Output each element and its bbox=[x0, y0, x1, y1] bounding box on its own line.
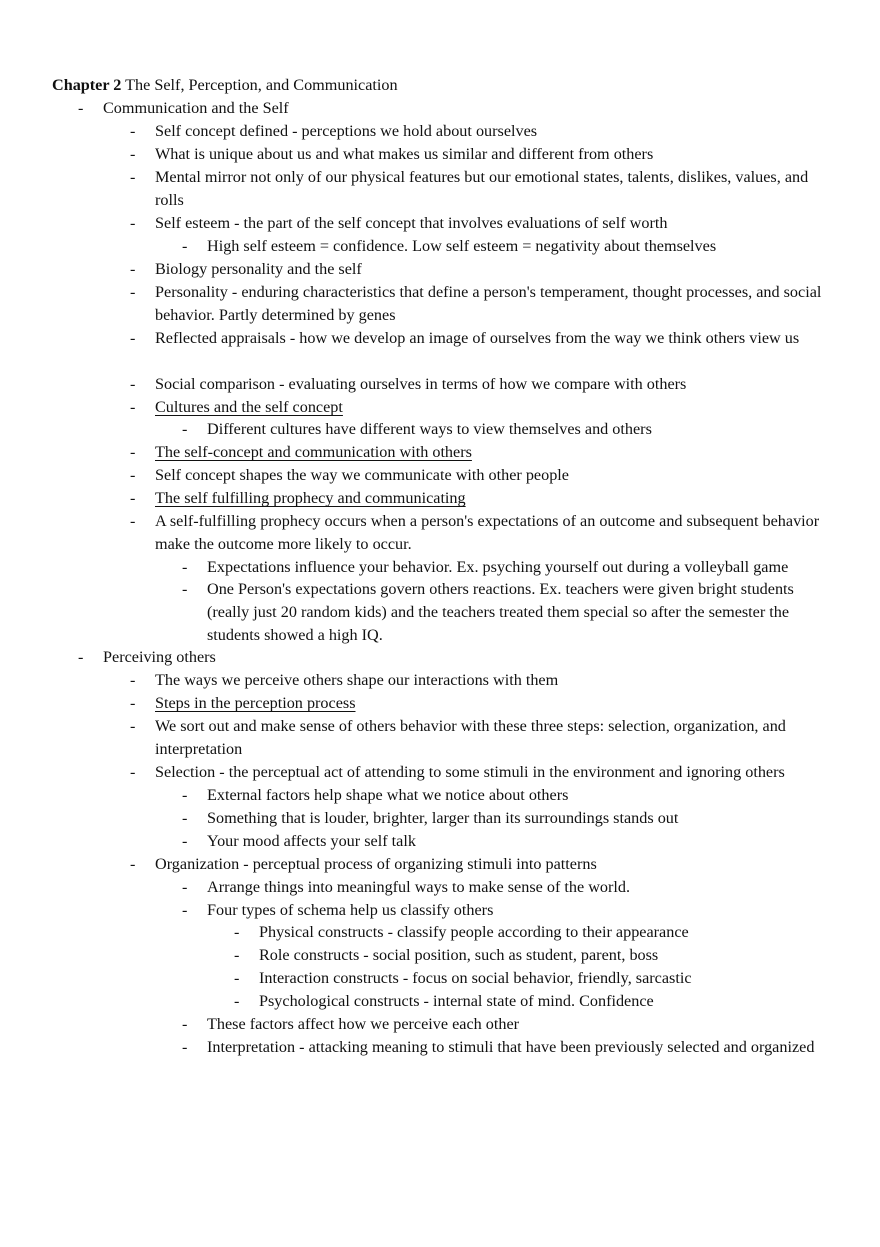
bullet-dash: - bbox=[130, 122, 136, 140]
bullet-dash: - bbox=[182, 786, 188, 804]
bullet-dash: - bbox=[182, 901, 188, 919]
chapter-label: Chapter 2 bbox=[52, 76, 122, 94]
list-item bbox=[182, 807, 832, 830]
list-item bbox=[130, 396, 830, 419]
list-item-text: The ways we perceive others shape our interactions with them bbox=[155, 671, 559, 689]
list-item-text: Different cultures have different ways to view themselves and others bbox=[207, 420, 652, 438]
list-item bbox=[182, 578, 832, 647]
bullet-dash: - bbox=[182, 1015, 188, 1033]
list-item-text: Self concept defined - perceptions we hold about ourselves bbox=[155, 122, 538, 140]
list-item-text: A self-fulfilling prophecy occurs when a person's expectations of an outcome and subsequent behavior make the outcome more likely to occur. bbox=[155, 512, 820, 553]
list-item-text: Organization - perceptual process of organizing stimuli into patterns bbox=[155, 855, 597, 873]
list-item bbox=[182, 876, 832, 899]
list-item bbox=[78, 646, 830, 669]
bullet-dash: - bbox=[130, 489, 136, 507]
list-item bbox=[182, 1013, 832, 1036]
bullet-dash: - bbox=[130, 855, 136, 873]
list-item bbox=[182, 899, 832, 922]
bullet-dash: - bbox=[234, 946, 240, 964]
bullet-dash: - bbox=[234, 969, 240, 987]
list-item bbox=[78, 97, 830, 120]
list-item bbox=[234, 990, 830, 1013]
list-item-text: Personality - enduring characteristics that define a person's temperament, thought processes, and social behavior. Partly determined by genes bbox=[155, 283, 822, 324]
list-item-text: Psychological constructs - internal state of mind. Confidence bbox=[259, 992, 654, 1010]
bullet-dash: - bbox=[234, 992, 240, 1010]
list-item bbox=[234, 967, 830, 990]
bullet-dash: - bbox=[182, 1038, 188, 1056]
section-heading: Steps in the perception process bbox=[155, 694, 356, 712]
list-item-text: Biology personality and the self bbox=[155, 260, 362, 278]
list-item-text: Physical constructs - classify people according to their appearance bbox=[259, 923, 689, 941]
list-item-text: Something that is louder, brighter, larger than its surroundings stands out bbox=[207, 809, 679, 827]
list-item bbox=[130, 143, 830, 166]
page-title bbox=[52, 74, 398, 97]
list-item-text: What is unique about us and what makes us similar and different from others bbox=[155, 145, 654, 163]
bullet-dash: - bbox=[78, 99, 84, 117]
section-heading: The self-concept and communication with others bbox=[155, 443, 472, 461]
list-item bbox=[182, 1036, 832, 1059]
bullet-dash: - bbox=[130, 717, 136, 735]
chapter-title: The Self, Perception, and Communication bbox=[121, 76, 398, 94]
bullet-dash: - bbox=[182, 809, 188, 827]
bullet-dash: - bbox=[182, 878, 188, 896]
bullet-dash: - bbox=[182, 580, 188, 598]
bullet-dash: - bbox=[182, 420, 188, 438]
list-item-text: Interpretation - attacking meaning to stimuli that have been previously selected and organized bbox=[207, 1038, 815, 1056]
bullet-dash: - bbox=[130, 375, 136, 393]
list-item bbox=[130, 761, 830, 784]
bullet-dash: - bbox=[130, 763, 136, 781]
list-item-text: Arrange things into meaningful ways to make sense of the world. bbox=[207, 878, 631, 896]
bullet-dash: - bbox=[182, 832, 188, 850]
list-item-text: Role constructs - social position, such as student, parent, boss bbox=[259, 946, 659, 964]
list-item-text: Interaction constructs - focus on social behavior, friendly, sarcastic bbox=[259, 969, 692, 987]
bullet-dash: - bbox=[130, 145, 136, 163]
list-item bbox=[130, 715, 830, 761]
list-item bbox=[130, 373, 830, 396]
list-item bbox=[130, 281, 830, 327]
list-item bbox=[182, 556, 832, 579]
bullet-dash: - bbox=[130, 398, 136, 416]
list-item bbox=[130, 669, 830, 692]
bullet-dash: - bbox=[130, 260, 136, 278]
list-item bbox=[234, 921, 830, 944]
list-item-text: Perceiving others bbox=[103, 648, 216, 666]
list-item bbox=[234, 944, 830, 967]
bullet-dash: - bbox=[130, 466, 136, 484]
list-item bbox=[130, 258, 830, 281]
list-item-text: Selection - the perceptual act of attending to some stimuli in the environment and ignoring others bbox=[155, 763, 785, 781]
list-item bbox=[130, 692, 830, 715]
list-item bbox=[182, 784, 832, 807]
bullet-dash: - bbox=[130, 671, 136, 689]
list-item-text: Communication and the Self bbox=[103, 99, 289, 117]
list-item-text: Mental mirror not only of our physical features but our emotional states, talents, dislikes, values, and rolls bbox=[155, 168, 809, 209]
list-item bbox=[130, 120, 830, 143]
section-heading: Cultures and the self concept bbox=[155, 398, 343, 416]
bullet-dash: - bbox=[130, 168, 136, 186]
list-item bbox=[182, 418, 832, 441]
list-item bbox=[130, 487, 830, 510]
bullet-dash: - bbox=[130, 283, 136, 301]
list-item-text: External factors help shape what we notice about others bbox=[207, 786, 569, 804]
list-item-text: Self esteem - the part of the self concept that involves evaluations of self worth bbox=[155, 214, 668, 232]
list-item bbox=[130, 510, 830, 556]
list-item-text: Your mood affects your self talk bbox=[207, 832, 416, 850]
list-item bbox=[130, 166, 830, 212]
list-item-text: Self concept shapes the way we communicate with other people bbox=[155, 466, 569, 484]
bullet-dash: - bbox=[130, 694, 136, 712]
list-item-text: High self esteem = confidence. Low self esteem = negativity about themselves bbox=[207, 237, 717, 255]
list-item-text: One Person's expectations govern others reactions. Ex. teachers were given bright students (really just 20 random kids) and the teachers treated them special so after the semester the students showed a high IQ. bbox=[207, 580, 794, 644]
list-item-text: These factors affect how we perceive each other bbox=[207, 1015, 520, 1033]
bullet-dash: - bbox=[130, 443, 136, 461]
list-item bbox=[182, 235, 832, 258]
list-item bbox=[130, 853, 830, 876]
list-item bbox=[130, 464, 830, 487]
list-item bbox=[130, 441, 830, 464]
list-item bbox=[130, 327, 830, 350]
bullet-dash: - bbox=[78, 648, 84, 666]
list-item-text: We sort out and make sense of others behavior with these three steps: selection, organization, and interpretation bbox=[155, 717, 786, 758]
bullet-dash: - bbox=[234, 923, 240, 941]
list-item bbox=[130, 212, 830, 235]
bullet-dash: - bbox=[130, 329, 136, 347]
list-item bbox=[182, 830, 832, 853]
bullet-dash: - bbox=[130, 214, 136, 232]
list-item-text: Social comparison - evaluating ourselves in terms of how we compare with others bbox=[155, 375, 687, 393]
list-item-text: Four types of schema help us classify others bbox=[207, 901, 494, 919]
list-item-text: Expectations influence your behavior. Ex. psyching yourself out during a volleyball game bbox=[207, 558, 789, 576]
bullet-dash: - bbox=[182, 558, 188, 576]
list-item-text: Reflected appraisals - how we develop an image of ourselves from the way we think others view us bbox=[155, 329, 800, 347]
bullet-dash: - bbox=[182, 237, 188, 255]
bullet-dash: - bbox=[130, 512, 136, 530]
section-heading: The self fulfilling prophecy and communicating bbox=[155, 489, 466, 507]
